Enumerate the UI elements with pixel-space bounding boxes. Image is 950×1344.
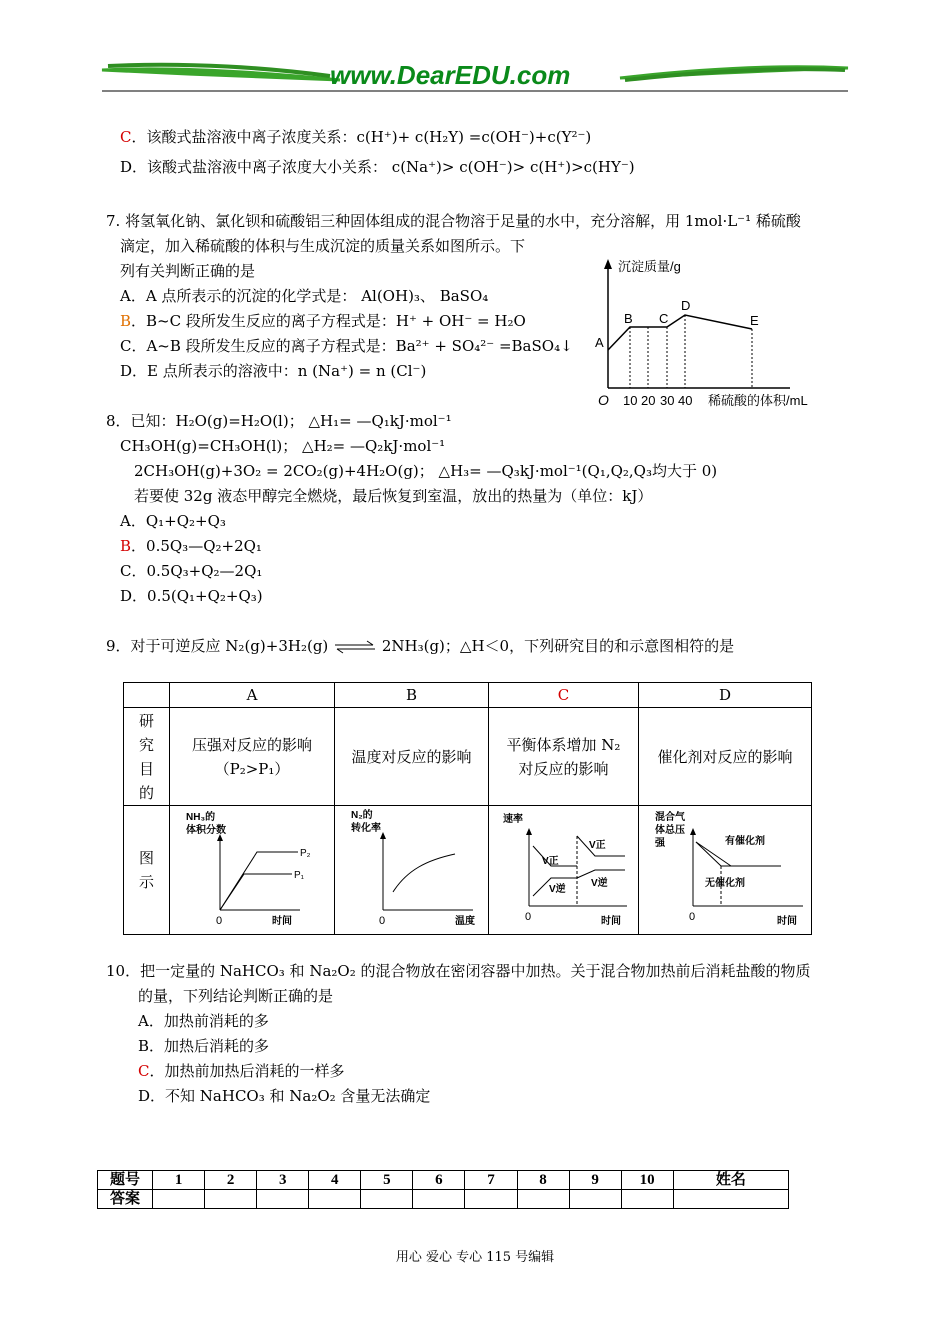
q9-header-c: C bbox=[489, 683, 639, 708]
q9-header-b: B bbox=[335, 683, 489, 708]
answer-table-qnum: 9 bbox=[569, 1171, 621, 1190]
q10-option-c-text: ．加热前加热后消耗的一样多 bbox=[149, 1062, 345, 1080]
q9-row-label-char: 研 bbox=[138, 711, 154, 730]
q10-line1: 10．把一定量的 NaHCO₃ 和 Na₂O₂ 的混合物放在密闭容器中加热。关于混合物加热前后消耗盐酸的物质 bbox=[106, 962, 811, 980]
answer-table-qnum: 8 bbox=[517, 1171, 569, 1190]
q9-row-label-char: 目 bbox=[138, 759, 154, 778]
q6-option-c bbox=[120, 127, 591, 147]
q9-purpose-a-line2: （P₂>P₁） bbox=[214, 759, 290, 778]
page-footer: 用心 爱心 专心 115 号编辑 bbox=[395, 1250, 555, 1265]
q9-graph-a-origin: 0 bbox=[216, 915, 223, 927]
q9-header-a: A bbox=[170, 683, 335, 708]
answer-cell[interactable] bbox=[309, 1190, 361, 1209]
q9-graph-d-ylabel1: 混合气 bbox=[655, 812, 685, 823]
q9-header-empty bbox=[124, 683, 170, 708]
q10-option-c bbox=[138, 1061, 345, 1081]
q9-graph-c bbox=[491, 806, 637, 930]
q6-option-c-letter: C bbox=[120, 128, 132, 146]
q7-option-b-text: ．B~C 段所发生反应的离子方程式是：H⁺ + OH⁻ = H₂O bbox=[131, 312, 526, 330]
answer-cell[interactable] bbox=[153, 1190, 205, 1209]
q7-option-b-letter: B bbox=[120, 312, 132, 330]
q9-row-label-char: 究 bbox=[138, 735, 154, 754]
q9-row-label-diagram bbox=[124, 806, 170, 935]
q9-graph-a-p2: P₂ bbox=[300, 848, 311, 859]
q7-graph-point-b: B bbox=[624, 311, 633, 326]
q9-graph-c-vni2: V逆 bbox=[590, 878, 608, 889]
reversible-arrow-icon bbox=[333, 640, 377, 654]
answer-cell[interactable] bbox=[569, 1190, 621, 1209]
q9-graph-a-ylabel1: NH₃的 bbox=[186, 812, 216, 823]
header-logo-text: www.DearEDU.com bbox=[330, 60, 571, 90]
q6-option-d: D．该酸式盐溶液中离子浓度大小关系： c(Na⁺)> c(OH⁻)> c(H⁺)>c(HY⁻) bbox=[120, 158, 635, 176]
q9-table bbox=[123, 682, 812, 935]
q8-option-b bbox=[120, 536, 262, 556]
q9-graph-c-xlabel: 时间 bbox=[600, 916, 621, 927]
answer-cell[interactable] bbox=[621, 1190, 673, 1209]
q7-stem-line1: 7. 将氢氧化钠、氯化钡和硫酸铝三种固体组成的混合物溶于足量的水中，充分溶解，用 1mol·L⁻¹ 稀硫酸 bbox=[106, 212, 801, 230]
q7-graph-point-d: D bbox=[681, 298, 691, 313]
answer-table-qnum: 10 bbox=[621, 1171, 673, 1190]
answer-cell[interactable] bbox=[465, 1190, 517, 1209]
q9-graph-a-xlabel: 时间 bbox=[272, 916, 292, 927]
q9-graph-a-ylabel2: 体积分数 bbox=[186, 825, 226, 836]
q7-graph-ylabel: 沉淀质量/g bbox=[618, 259, 681, 274]
q10-option-b: B．加热后消耗的多 bbox=[138, 1037, 270, 1055]
answer-cell[interactable] bbox=[517, 1190, 569, 1209]
answer-table-qnum: 5 bbox=[361, 1171, 413, 1190]
answer-table-qnum: 2 bbox=[205, 1171, 257, 1190]
q9-purpose-b: 温度对反应的影响 bbox=[335, 708, 489, 806]
q7-option-c: C．A~B 段所发生反应的离子方程式是：Ba²⁺ + SO₄²⁻ =BaSO₄↓ bbox=[120, 337, 573, 355]
answer-cell[interactable] bbox=[205, 1190, 257, 1209]
answer-table-qnum: 7 bbox=[465, 1171, 517, 1190]
q7-graph-tick-30: 30 bbox=[660, 393, 675, 408]
q8-line1: 8．已知：H₂O(g)=H₂O(l)； △H₁= —Q₁kJ·mol⁻¹ bbox=[106, 412, 452, 430]
q8-option-d: D．0.5(Q₁+Q₂+Q₃) bbox=[120, 587, 263, 605]
q7-graph-tick-10: 10 bbox=[623, 393, 638, 408]
q9-graph-d-no-cat: 无催化剂 bbox=[705, 878, 745, 889]
q9-graph-d-xlabel: 时间 bbox=[777, 916, 797, 927]
q6-option-c-text: ．该酸式盐溶液中离子浓度关系：c(H⁺)+ c(H₂Y) =c(OH⁻)+c(Y²⁻) bbox=[131, 128, 592, 146]
answer-table-qnum: 3 bbox=[257, 1171, 309, 1190]
q9-graph-a-cell bbox=[170, 806, 335, 935]
q9-graph-c-vzheng2: V正 bbox=[588, 840, 606, 851]
q9-purpose-a bbox=[170, 708, 335, 806]
q9-purpose-c-line2: 对反应的影响 bbox=[518, 759, 609, 778]
q7-option-b bbox=[120, 311, 526, 331]
q7-stem-line2: 滴定，加入稀硫酸的体积与生成沉淀的质量关系如图所示。下 bbox=[120, 237, 526, 255]
q9-graph-b-ylabel1: N₂的 bbox=[350, 810, 373, 821]
q10-option-a: A．加热前消耗的多 bbox=[138, 1012, 269, 1030]
q9-graph-c-vni1: V逆 bbox=[548, 884, 566, 895]
q9-row-label-char: 示 bbox=[138, 873, 154, 891]
q10-option-d: D．不知 NaHCO₃ 和 Na₂O₂ 含量无法确定 bbox=[138, 1087, 431, 1105]
q8-line4: 若要使 32g 液态甲醇完全燃烧，最后恢复到室温，放出的热量为（单位：kJ） bbox=[134, 487, 653, 505]
q9-graph-c-cell bbox=[489, 806, 639, 935]
q9-stem bbox=[106, 636, 734, 656]
q8-option-b-text: ．0.5Q₃—Q₂+2Q₁ bbox=[131, 537, 262, 555]
q10-line2: 的量，下列结论判断正确的是 bbox=[138, 987, 334, 1005]
q9-graph-d-ylabel3: 强 bbox=[655, 838, 665, 849]
answer-cell[interactable] bbox=[361, 1190, 413, 1209]
q8-option-a: A．Q₁+Q₂+Q₃ bbox=[120, 512, 226, 530]
q9-stem-post: 2NH₃(g)；△H＜0，下列研究目的和示意图相符的是 bbox=[381, 637, 735, 655]
q9-graph-d-ylabel2: 体总压 bbox=[655, 825, 685, 836]
q9-graph-b-origin: 0 bbox=[378, 915, 385, 927]
q9-stem-pre: 9．对于可逆反应 N₂(g)+3H₂(g) bbox=[106, 637, 329, 655]
answer-table-qnum: 6 bbox=[413, 1171, 465, 1190]
q9-graph-b-ylabel2: 转化率 bbox=[350, 823, 381, 834]
q7-graph-tick-20: 20 bbox=[641, 393, 656, 408]
q9-graph-a bbox=[172, 806, 332, 930]
answer-cell[interactable] bbox=[413, 1190, 465, 1209]
q7-graph-origin: O bbox=[598, 392, 609, 408]
answer-table-answer-label: 答案 bbox=[98, 1190, 153, 1209]
q7-stem-line3: 列有关判断正确的是 bbox=[120, 262, 256, 280]
q9-graph-d bbox=[641, 806, 809, 930]
q9-graph-d-with-cat: 有催化剂 bbox=[725, 836, 765, 847]
q7-option-a: A．A 点所表示的沉淀的化学式是： Al(OH)₃、 BaSO₄ bbox=[120, 287, 489, 305]
q9-row-label-char: 的 bbox=[138, 783, 154, 802]
q8-option-c: C．0.5Q₃+Q₂—2Q₁ bbox=[120, 562, 263, 580]
q9-purpose-a-line1: 压强对反应的影响 bbox=[191, 735, 312, 754]
q9-graph-b bbox=[337, 806, 487, 930]
q7-graph-point-e: E bbox=[750, 313, 759, 328]
q8-option-b-letter: B bbox=[120, 537, 132, 555]
q9-purpose-c bbox=[489, 708, 639, 806]
answer-table-qnum: 1 bbox=[153, 1171, 205, 1190]
q9-graph-c-vzheng1: V正 bbox=[541, 856, 559, 867]
answer-table-header-label: 题号 bbox=[98, 1171, 153, 1190]
name-cell[interactable] bbox=[673, 1190, 788, 1209]
q7-graph-xlabel: 稀硫酸的体积/mL bbox=[708, 393, 808, 408]
q9-header-d: D bbox=[639, 683, 812, 708]
q9-graph-c-origin: 0 bbox=[524, 911, 531, 923]
q9-graph-b-xlabel: 温度 bbox=[454, 916, 475, 927]
q9-row-label-char: 图 bbox=[138, 849, 154, 867]
q9-graph-b-cell bbox=[335, 806, 489, 935]
q9-purpose-c-line1: 平衡体系增加 N₂ bbox=[506, 735, 621, 754]
answer-table bbox=[97, 1170, 789, 1209]
answer-table-name-label: 姓名 bbox=[673, 1171, 788, 1190]
answer-cell[interactable] bbox=[257, 1190, 309, 1209]
q9-graph-c-ylabel: 速率 bbox=[502, 814, 523, 825]
q7-option-d: D．E 点所表示的溶液中：n (Na⁺) = n (Cl⁻) bbox=[120, 362, 427, 380]
q10-option-c-letter: C bbox=[138, 1062, 150, 1080]
q8-line2: CH₃OH(g)=CH₃OH(l)； △H₂= —Q₂kJ·mol⁻¹ bbox=[120, 437, 446, 455]
q9-graph-d-origin: 0 bbox=[689, 911, 696, 923]
q9-graph-d-cell bbox=[639, 806, 812, 935]
q9-purpose-d: 催化剂对反应的影响 bbox=[639, 708, 812, 806]
q7-graph-tick-40: 40 bbox=[678, 393, 693, 408]
q7-graph-point-a: A bbox=[595, 335, 604, 350]
answer-table-qnum: 4 bbox=[309, 1171, 361, 1190]
q9-row-label-purpose bbox=[124, 708, 170, 806]
q8-line3: 2CH₃OH(g)+3O₂ = 2CO₂(g)+4H₂O(g)； △H₃= —Q₃kJ·mol⁻¹(Q₁,Q₂,Q₃均大于 0) bbox=[134, 462, 718, 480]
q9-graph-a-p1: P₁ bbox=[294, 870, 305, 881]
q7-graph-point-c: C bbox=[659, 311, 669, 326]
q7-precipitate-graph bbox=[590, 255, 840, 415]
